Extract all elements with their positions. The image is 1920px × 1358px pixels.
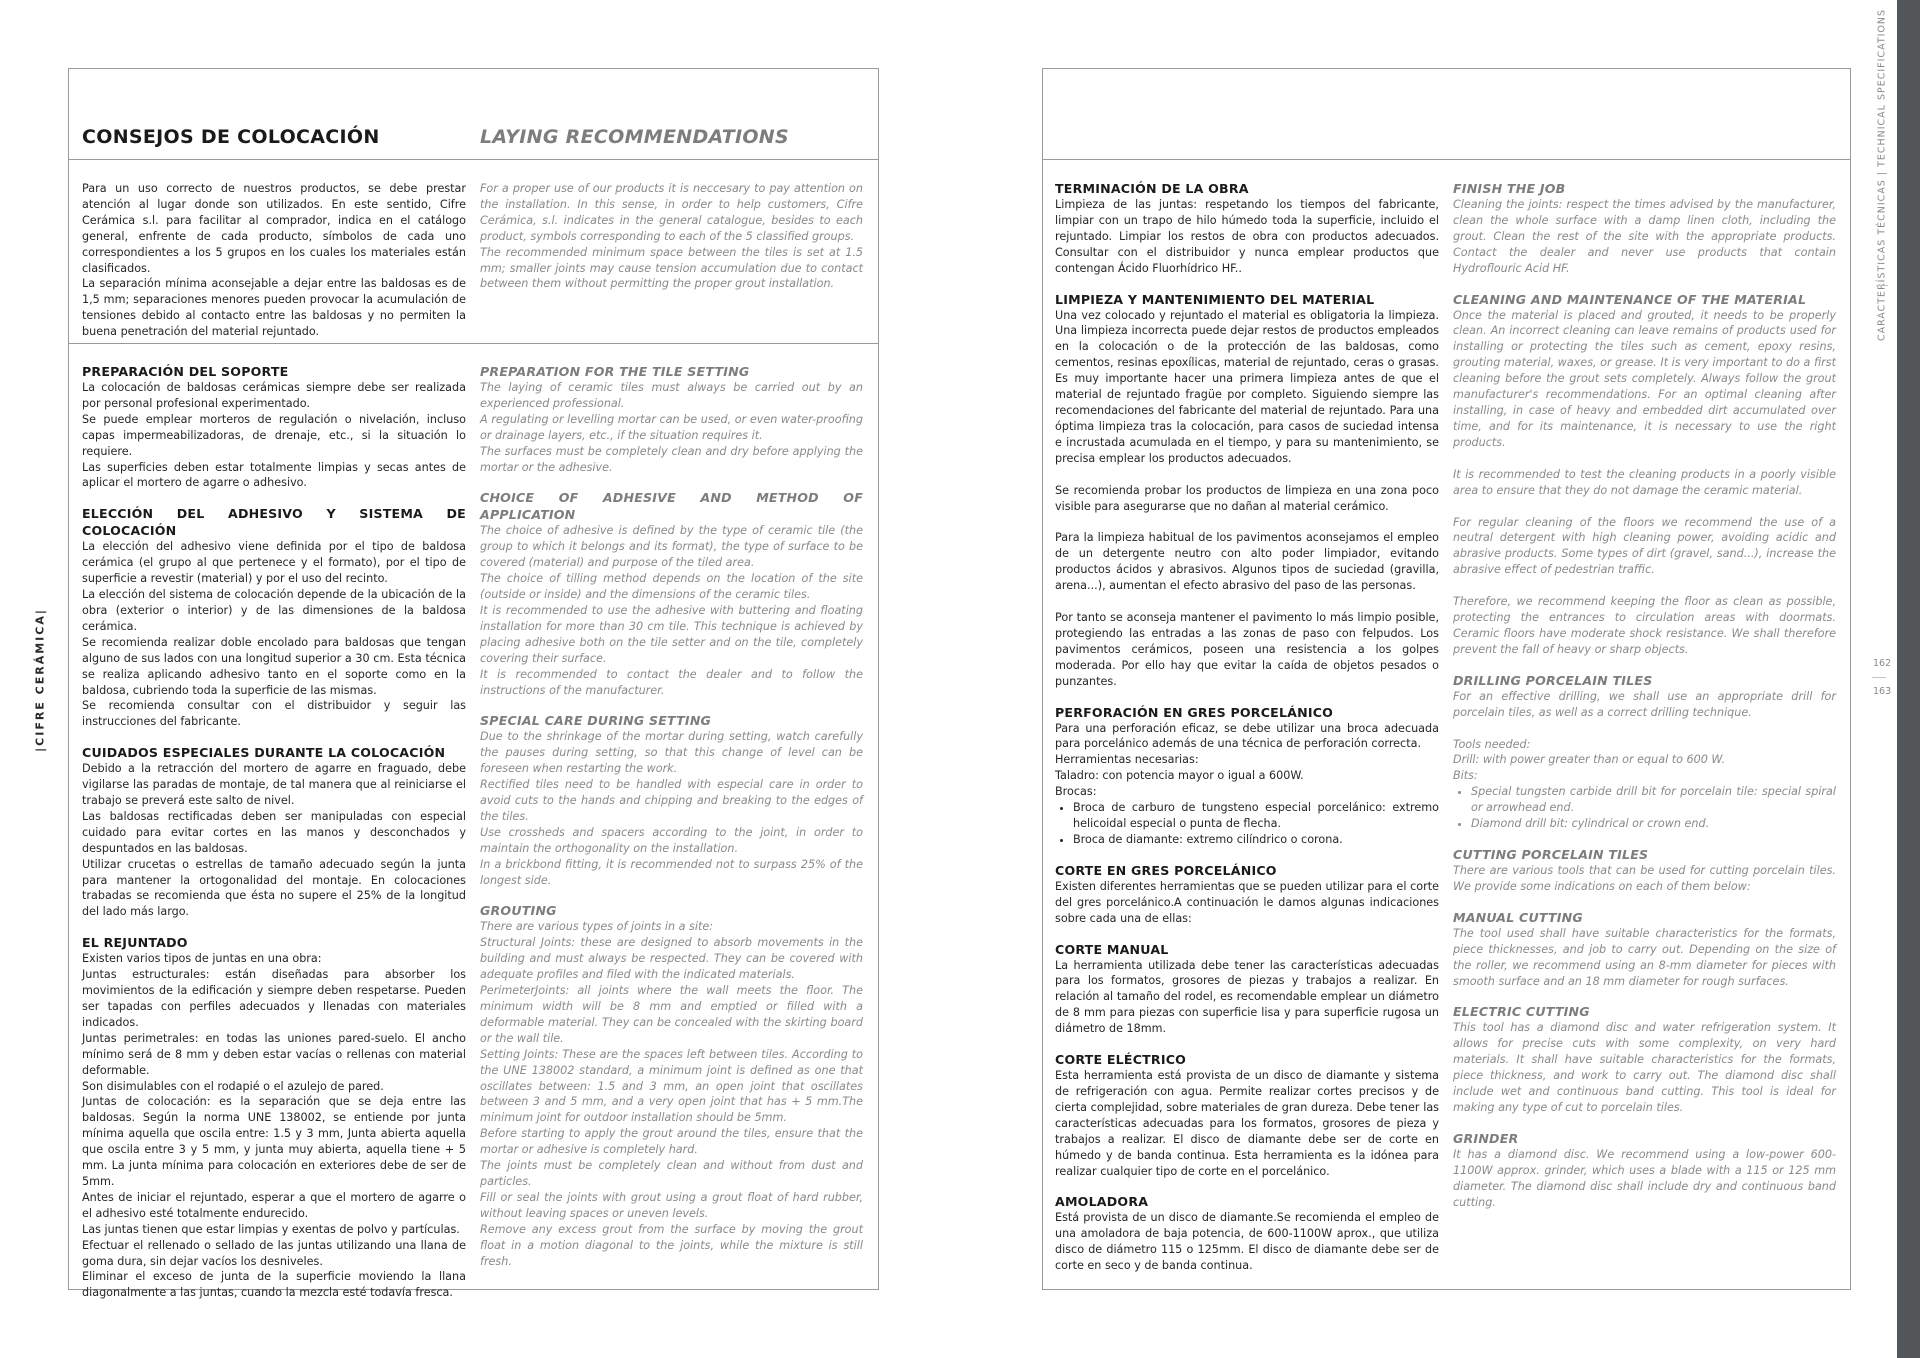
section-paragraph: The joints must be completely clean and without from dust and particles.: [480, 1159, 863, 1188]
section-paragraph: Bits:: [1453, 769, 1478, 783]
section-paragraph: Por tanto se aconseja mantener el pavimento lo más limpio posible, protegiendo las entradas a las zonas de paso con felpudos. Los pavimentos cerámicos, poseen una resistencia a los golpes moderada. Por ello hay que evitar la caída de objetos pesados o punzantes.: [1055, 611, 1439, 688]
section-heading: ELECTRIC CUTTING: [1453, 1004, 1590, 1020]
section-paragraph: Existen varios tipos de juntas en una obra:: [82, 952, 322, 966]
section-paragraph: The choice of tilling method depends on the location of the site (outside or inside) and the dimensions of the ceramic tiles.: [480, 572, 863, 602]
text-section: [1055, 862, 1439, 927]
section-paragraph: Drill: with power greater than or equal to 600 W.: [1453, 753, 1726, 767]
section-paragraph: Limpieza de las juntas: respetando los tiempos del fabricante, limpiar con un trapo de hilo húmedo toda la superficie, incluido el rejuntado. Limpiar los restos de obra con productos adecuados. Consultar con el distribuidor y nunca emplear productos que contengan Ácido Fluorhídrico HF..: [1055, 198, 1439, 275]
brand-label: |CIFRE CERÁMICA|: [33, 608, 47, 752]
section-paragraph: Use crossheds and spacers according to the joint, in order to maintain the orthogonality on the installation.: [480, 825, 863, 855]
section-paragraph: Antes de iniciar el rejuntado, esperar a que el mortero de agarre o el adhesivo esté totalmente endurecido.: [82, 1190, 466, 1220]
left-intro-divider: [68, 343, 879, 344]
section-paragraph: For regular cleaning of the floors we recommend the use of a neutral detergent with high cleaning power, avoiding acidic and abrasive products. Some types of dirt (gravel, sand...), increase the abrasive effect of pedestrian traffic.: [1453, 515, 1836, 577]
bullet-item: • Broca de diamante: extremo cilíndrico o corona.: [1073, 832, 1439, 848]
section-paragraph: Juntas de colocación: es la separación que se deja entre las baldosas. Según la norma UNE 138002, se entiende por junta mínima aquella que oscila entre: 1.5 y 3 mm, Junta abierta aquella que oscila entre 3 y 5 mm, y junta muy abierta, aquella tiene + 5 mm. La junta mínima para colocación en exteriores debe de ser de 5mm.: [82, 1095, 466, 1188]
bullet-list: [1453, 784, 1836, 832]
text-section: [1055, 1193, 1439, 1274]
section-paragraph: Se puede emplear morteros de regulación o nivelación, incluso capas impermeabilizadoras, de drenaje, etc., si la situación lo requiere.: [82, 412, 466, 458]
section-paragraph: Juntas estructurales: están diseñadas para absorber los movimientos de la edificación y siempre deben respetarse. Pueden ser tapadas con perfiles adecuados y llenadas con materiales indicados.: [82, 968, 466, 1029]
section-paragraph: Due to the shrinkage of the mortar during setting, watch carefully the pauses during setting, so that this change of level can be foreseen when restarting the work.: [480, 730, 863, 776]
text-section: [1453, 909, 1836, 990]
section-paragraph: Remove any excess grout from the surface by moving the grout float in a motion diagonal to the joints, while the mixture is still fresh.: [480, 1222, 863, 1268]
section-heading: GROUTING: [480, 903, 557, 919]
section-heading: PREPARATION FOR THE TILE SETTING: [480, 364, 750, 379]
paragraph-gap: [1453, 499, 1836, 515]
section-heading: CLEANING AND MAINTENANCE OF THE MATERIAL: [1453, 291, 1807, 307]
section-heading: DRILLING PORCELAIN TILES: [1453, 672, 1653, 688]
left-title-divider: [68, 159, 879, 160]
section-paragraph: Son disimulables con el rodapié o el azulejo de pared.: [82, 1079, 384, 1093]
section-side-label: CARACTERÍSTICAS TÉCNICAS | TECHNICAL SPECIFICATIONS: [1876, 8, 1888, 342]
section-heading: CORTE ELÉCTRICO: [1055, 1052, 1187, 1068]
section-paragraph: It is recommended to use the adhesive with buttering and floating installation for more than 30 cm tile. This technique is achieved by placing adhesive both on the tile setter and on the tile, completely covering their surface.: [480, 603, 863, 665]
section-paragraph: There are various tools that can be used for cutting porcelain tiles. We provide some indications on each of them below:: [1453, 864, 1836, 893]
paragraph-gap: [1055, 594, 1439, 610]
paragraph-gap: [1453, 578, 1836, 594]
section-paragraph: Esta herramienta está provista de un disco de diamante y sistema de refrigeración con agua. Permite realizar cortes precisos y de cierta complejidad, sobre materiales de gran dureza. Debe tener las características adecuadas para los formatos, grosores de pieza y trabajos a realizar. El disco de diamante debe ser de corte en húmedo y de banda continua. Esta herramienta es la idónea para realizar cualquier tipo de corte en el porcelánico.: [1055, 1069, 1439, 1178]
text-section: [1453, 180, 1836, 277]
page-number-divider: [1872, 677, 1886, 678]
section-paragraph: Las juntas tienen que estar limpias y exentas de polvo y partículas.: [82, 1222, 460, 1236]
section-heading: CHOICE OF ADHESIVE AND METHOD OF APPLICATION: [480, 490, 863, 523]
section-paragraph: Herramientas necesarias:: [1055, 753, 1199, 767]
right-column-es: [1055, 180, 1439, 1288]
section-paragraph: A regulating or levelling mortar can be used, or even water-proofing or drainage layers, etc., if the situation requires it.: [480, 412, 863, 442]
page-edge-bar: [1897, 0, 1920, 1358]
section-paragraph: Cleaning the joints: respect the times advised by the manufacturer, clean the whole surface with a damp linen cloth, including the grout. Clean the rest of the site with the appropriate products. Contact the dealer and never use products that contain Hydroflouric Acid HF.: [1453, 198, 1836, 275]
section-paragraph: Structural Joints: these are designed to absorb movements in the building and must always be respected. They can be covered with adequate profiles and filed with the indicated materials.: [480, 936, 863, 982]
section-paragraph: La elección del sistema de colocación depende de la ubicación de la obra (exterior o interior) y de las dimensiones de la baldosa cerámica.: [82, 588, 466, 633]
bullet-item: • Special tungsten carbide drill bit for porcelain tile: special spiral or arrowhead end.: [1471, 784, 1836, 816]
text-section: [1055, 704, 1439, 848]
section-paragraph: Debido a la retracción del mortero de agarre en fraguado, debe vigilarse las paradas de montaje, de tal manera que al reiniciarse el trabajo se preverá este salto de nivel.: [82, 762, 466, 808]
section-paragraph: Se recomienda probar los productos de limpieza en una zona poco visible para asegurarse que no dañan al material cerámico.: [1055, 483, 1439, 513]
section-paragraph: Para una perforación eficaz, se debe utilizar una broca adecuada para porcelánico además de una técnica de perforación correcta.: [1055, 721, 1439, 751]
section-paragraph: Brocas:: [1055, 785, 1097, 799]
right-title-divider: [1042, 159, 1851, 160]
section-heading: MANUAL CUTTING: [1453, 909, 1583, 925]
text-section: [1453, 291, 1836, 658]
section-paragraph: Rectified tiles need to be handled with especial care in order to avoid cuts to the hands and chipping and breaking to the edges of the tiles.: [480, 778, 863, 823]
section-heading: FINISH THE JOB: [1453, 181, 1566, 196]
section-paragraph: Las superficies deben estar totalmente limpias y secas antes de aplicar el mortero de agarre o adhesivo.: [82, 460, 466, 490]
text-section: [1055, 180, 1439, 277]
left-column-es: [82, 363, 466, 1315]
text-section: [1055, 1051, 1439, 1179]
bullet-list: [1055, 800, 1439, 848]
section-paragraph: Eliminar el exceso de junta de la superficie moviendo la llana diagonalmente a las juntas, cuando la mezcla esté todavía fresca.: [82, 1270, 466, 1300]
section-paragraph: There are various types of joints in a site:: [480, 920, 714, 934]
section-paragraph: PerimeterJoints: all joints where the wall meets the floor. The minimum width will be 8 mm and emptied or filled with a deformable material. They can be concealed with the skirting board or the wall tile.: [480, 984, 863, 1045]
section-heading: PERFORACIÓN EN GRES PORCELÁNICO: [1055, 704, 1334, 720]
section-paragraph: Está provista de un disco de diamante.Se recomienda el empleo de una amoladora de baja potencia, de 600-1100W aprox., que utiliza disco de diámetro 115 o 125mm. El disco de diamante debe ser de corte en seco y de banda continua.: [1055, 1211, 1439, 1273]
section-paragraph: Se recomienda realizar doble encolado para baldosas que tengan alguno de sus lados con una longitud superior a 30 cm. Esta técnica se realiza aplicando adhesivo tanto en el soporte como en la baldosa, cubriendo toda la superficie de las mismas.: [82, 635, 466, 697]
section-heading: AMOLADORA: [1055, 1194, 1149, 1210]
section-heading: CUIDADOS ESPECIALES DURANTE LA COLOCACIÓN: [82, 745, 446, 761]
section-paragraph: Tools needed:: [1453, 737, 1531, 751]
section-paragraph: Fill or seal the joints with grout using a grout float of hard rubber, without leaving spaces or uneven levels.: [480, 1190, 863, 1220]
text-section: [1453, 672, 1836, 832]
bullet-item: • Broca de carburo de tungsteno especial porcelánico: extremo helicoidal especial o punta de flecha.: [1073, 800, 1439, 832]
text-section: [1453, 846, 1836, 895]
paragraph-gap: [1453, 721, 1836, 737]
side-label-divider: [1876, 285, 1888, 286]
bullet-item: • Diamond drill bit: cylindrical or crown end.: [1471, 816, 1836, 832]
section-heading: CORTE MANUAL: [1055, 941, 1169, 957]
intro-es-paragraph: La separación mínima aconsejable a dejar entre las baldosas es de 1,5 mm; separaciones menores pueden provocar la acumulación de tensiones debido al contacto entre las baldosas y no permiten la buena penetración del material rejuntado.: [82, 277, 466, 339]
section-heading: SPECIAL CARE DURING SETTING: [480, 713, 712, 729]
section-paragraph: Before starting to apply the grout around the tiles, ensure that the mortar or adhesive is completely hard.: [480, 1127, 863, 1157]
text-section: [82, 363, 466, 491]
section-paragraph: The surfaces must be completely clean and dry before applying the mortar or the adhesive.: [480, 444, 863, 474]
section-paragraph: La elección del adhesivo viene definida por el tipo de baldosa cerámica (el grupo al que pertenece y el formato), por el tipo de superficie a revestir (material) y por el uso del recinto.: [82, 540, 466, 586]
section-paragraph: Se recomienda consultar con el distribuidor y seguir las instrucciones del fabricante.: [82, 699, 466, 729]
right-column-en: [1453, 180, 1836, 1225]
section-paragraph: For an effective drilling, we shall use an appropriate drill for porcelain tiles, as well as a correct drilling technique.: [1453, 689, 1836, 719]
section-paragraph: Las baldosas rectificadas deben ser manipuladas con especial cuidado para evitar cortes en las manos y desconchados y despuntados en las baldosas.: [82, 809, 466, 855]
page-title-es: CONSEJOS DE COLOCACIÓN: [82, 126, 380, 148]
section-paragraph: Utilizar crucetas o estrellas de tamaño adecuado según la junta para mantener la ortogonalidad del montaje. En colocaciones trabadas se recomienda que ésta no supere el 25% de la longitud del lado más largo.: [82, 857, 466, 919]
section-paragraph: Setting Joints: These are the spaces left between tiles. According to the UNE 138002 standard, a minimum joint is defined as one that oscillates between: 1.5 and 3 mm, an open joint that oscillates between 3 and 5 mm, and a very open joint that has + 5 mm.The minimum joint for outdoor installation should be 5mm.: [480, 1047, 863, 1125]
text-section: [480, 489, 863, 698]
intro-en-paragraph: For a proper use of our products it is neccesary to pay attention on the installation. In this sense, in order to help customers, Cifre Cerámica, s.l. indicates in the general catalogue, besides to each product, symbols corresponding to each of the 5 classified groups.: [480, 182, 863, 243]
section-paragraph: Once the material is placed and grouted, it needs to be properly clean. An incorrect cleaning can leave remains of products used for installing or protecting the tiles such as cement, epoxy resins, grouting material, waxes, or grease. It is very important to do a first cleaning before the grout sets completely. Always follow the grout manufacturer's recommendations. For an optimal cleaning after installing, in case of heavy and embedded dirt accumulated over time, and for its maintenance, it is necessary to use the right products.: [1453, 308, 1836, 449]
text-section: [480, 902, 863, 1269]
section-paragraph: It has a diamond disc. We recommend using a low-power 600-1100W approx. grinder, which uses a blade with a 115 or 125 mm diameter. The diamond disc shall include dry and continuous band cutting.: [1453, 1147, 1836, 1209]
page-number-left: 162: [1873, 658, 1892, 669]
section-paragraph: Therefore, we recommend keeping the floor as clean as possible, protecting the entrances to circulation areas with doormats. Ceramic floors have moderate shock resistance. We shall therefore prevent the fall of heavy or sharp objects.: [1453, 595, 1836, 656]
text-section: [1055, 941, 1439, 1038]
text-section: [480, 712, 863, 888]
text-section: [1055, 291, 1439, 690]
text-section: [82, 744, 466, 920]
intro-es: [82, 181, 466, 340]
section-paragraph: Una vez colocado y rejuntado el material es obligatoria la limpieza. Una limpieza incorrecta puede dejar restos de productos empleados en la colocación o de la protección de las baldosas, como cementos, resinas epoxílicas, material de rejuntado, ceras o grasas. Es muy importante hacer una primera limpieza antes de que el material de rejuntado fragüe por completo. Siguiendo siempre las recomendaciones del fabricante del material de rejuntado. Para una óptima limpieza tras la colocación, para casos de suciedad intensa e incrustada acumulada en el tiempo, y para su mantenimiento, se precisa emplear los productos adecuados.: [1055, 308, 1439, 465]
intro-en: [480, 181, 863, 292]
section-paragraph: Para la limpieza habitual de los pavimentos aconsejamos el empleo de un detergente neutro con alto poder limpiador, evitando productos ácidos y abrasivos. Algunos tipos de suciedad (gravilla, arena...), aumentan el efecto abrasivo del paso de las personas.: [1055, 531, 1439, 593]
section-paragraph: Juntas perimetrales: en todas las uniones pared-suelo. El ancho mínimo será de 8 mm y deben estar vacías o rellenas con material deformable.: [82, 1031, 466, 1077]
section-paragraph: This tool has a diamond disc and water refrigeration system. It allows for precise cuts with some complexity, on very hard materials. It shall have suitable characteristics for the formats, piece thickness, and work to carry out. The diamond disc shall include wet and continuous band cutting. This tool is ideal for making any type of cut to porcelain tiles.: [1453, 1021, 1836, 1114]
intro-es-paragraph: Para un uso correcto de nuestros productos, se debe prestar atención al lugar donde son utilizados. En este sentido, Cifre Cerámica s.l. para facilitar al comprador, indica en el catálogo general, enfrente de cada producto, símbolos de cada uno correspondientes a los 5 grupos en los cuales los materiales están clasificados.: [82, 182, 466, 275]
section-paragraph: La colocación de baldosas cerámicas siempre debe ser realizada por personal profesional experimentado.: [82, 381, 466, 410]
section-paragraph: The choice of adhesive is defined by the type of ceramic tile (the group to which it belongs and its format), the type of surface to be covered (material) and purpose of the tiled area.: [480, 524, 863, 570]
page-title-en: LAYING RECOMMENDATIONS: [480, 126, 789, 148]
section-heading: GRINDER: [1453, 1130, 1519, 1146]
section-paragraph: The laying of ceramic tiles must always be carried out by an experienced professional.: [480, 381, 863, 410]
section-heading: CUTTING PORCELAIN TILES: [1453, 847, 1649, 862]
text-section: [1453, 1003, 1836, 1115]
paragraph-gap: [1055, 467, 1439, 483]
section-paragraph: In a brickbond fitting, it is recommended not to surpass 25% of the longest side.: [480, 857, 863, 887]
paragraph-gap: [1453, 451, 1836, 467]
section-paragraph: Taladro: con potencia mayor o igual a 600W.: [1055, 769, 1304, 783]
intro-en-paragraph: The recommended minimum space between the tiles is set at 1.5 mm; smaller joints may cause tension accumulation due to contact between them without permitting the proper grout installation.: [480, 245, 863, 291]
section-heading: LIMPIEZA Y MANTENIMIENTO DEL MATERIAL: [1055, 291, 1375, 307]
section-paragraph: La herramienta utilizada debe tener las características adecuadas para los formatos, grosores de piezas y trabajos a realizar. En relación al tamaño del rodel, es recomendable emplear un diámetro de 8 mm para piezas con superficie lisa y para superficie rugosa un diámetro de 18mm.: [1055, 958, 1439, 1036]
text-section: [82, 934, 466, 1301]
section-heading: ELECCIÓN DEL ADHESIVO Y SISTEMA DE COLOCACIÓN: [82, 506, 466, 539]
section-heading: TERMINACIÓN DE LA OBRA: [1055, 181, 1249, 196]
section-heading: PREPARACIÓN DEL SOPORTE: [82, 364, 289, 379]
text-section: [82, 505, 466, 730]
page-number-right: 163: [1873, 686, 1892, 697]
text-section: [480, 363, 863, 475]
section-paragraph: The tool used shall have suitable characteristics for the formats, piece thicknesses, and job to carry out. Depending on the size of the roller, we recommend using an 8-mm diameter for pieces with smooth surface and an 18 mm diameter for rough surfaces.: [1453, 926, 1836, 988]
section-heading: CORTE EN GRES PORCELÁNICO: [1055, 862, 1277, 878]
text-section: [1453, 1130, 1836, 1211]
paragraph-gap: [1055, 514, 1439, 530]
section-paragraph: It is recommended to test the cleaning products in a poorly visible area to ensure that they do not damage the ceramic material.: [1453, 467, 1836, 497]
section-paragraph: Existen diferentes herramientas que se pueden utilizar para el corte del gres porcelánico.A continuación le damos algunas indicaciones sobre cada una de ellas:: [1055, 879, 1439, 925]
section-paragraph: Efectuar el rellenado o sellado de las juntas utilizando una llana de goma dura, sin dejar vacíos los desniveles.: [82, 1238, 466, 1268]
section-paragraph: It is recommended to contact the dealer and to follow the instructions of the manufacturer.: [480, 667, 863, 697]
left-column-en: [480, 363, 863, 1283]
section-heading: EL REJUNTADO: [82, 935, 188, 951]
